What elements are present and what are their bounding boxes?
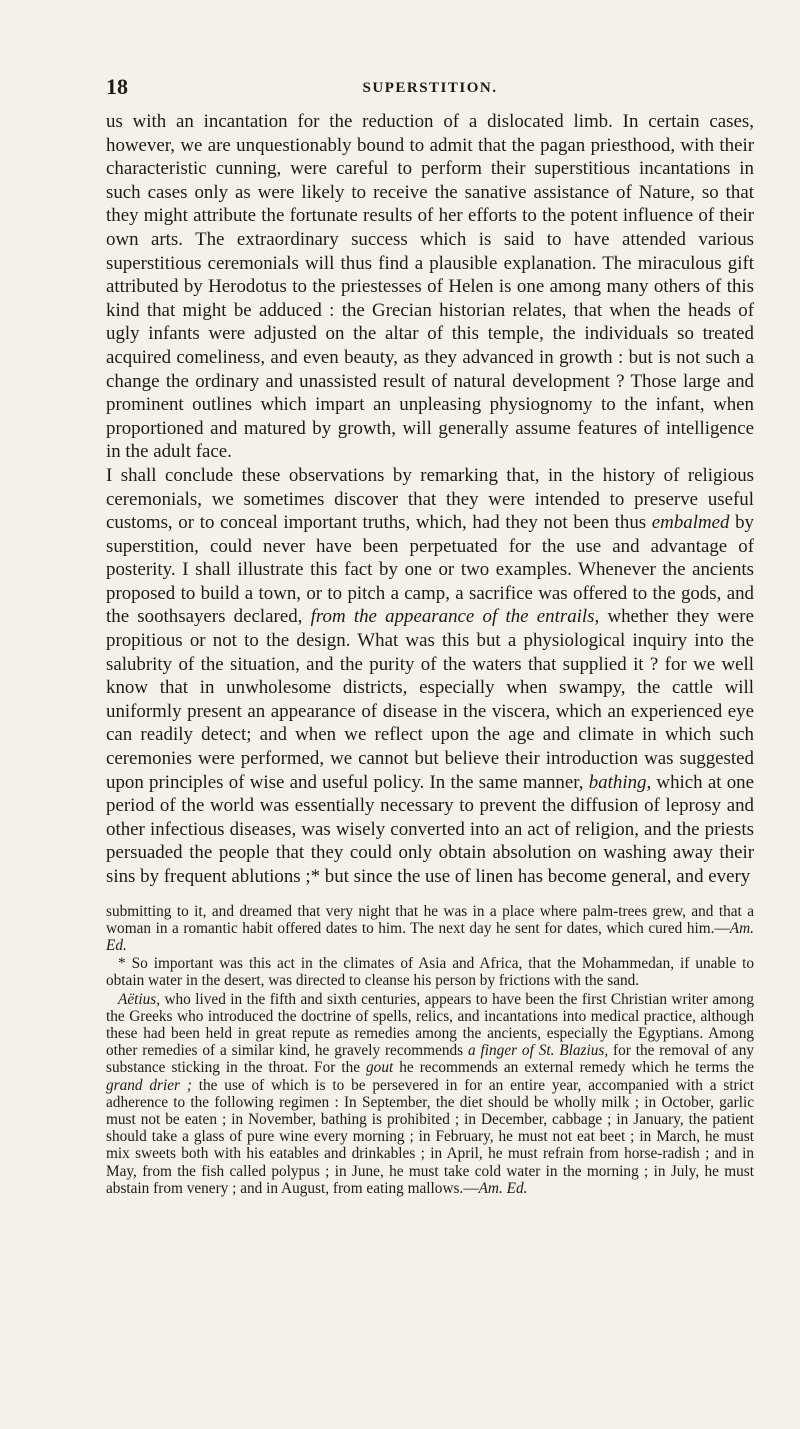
italic-aetius: Aëtius, <box>118 990 161 1008</box>
italic-bathing: bathing, <box>588 771 652 793</box>
paragraph-religious-ceremonials <box>106 464 754 889</box>
running-head: SUPERSTITION. <box>362 80 498 96</box>
italic-finger: a finger of St. Blazius, <box>468 1042 609 1060</box>
paragraph-incantations: us with an incantation for the reduction of a dislocated limb. In certain cases, however, we are unquestionably bound to admit that the pagan priesthood, with their characteristic cunning, were careful to perform their superstitious incantations in such cases only as were likely to receive the sanative assistance of Nature, so that they might attribute the fortunate results of her efforts to the potent influence of their own arts. The extraordinary success which is said to have attended various superstitious ceremonials will thus find a plausible explanation. The miraculous gift attributed by Herodotus to the priestesses of Helen is one among many others of this kind that might be adduced : the Grecian historian relates, that when the heads of ugly infants were adjusted on the altar of this temple, the individuals so treated acquired comeliness, and even beauty, as they advanced in growth : but is not such a change the ordinary and unassisted result of natural development ? Those large and prominent outlines which impart an unpleasing physiognomy to the infant, when proportioned and matured by growth, will generally assume features of intelligence in the adult face. <box>106 111 754 463</box>
footnote-ablutions: * So important was this act in the climates of Asia and Africa, that the Mohammedan, if unable to obtain water in the desert, was directed to cleanse his person by frictions with the sand. <box>106 955 754 990</box>
footnote-continued <box>106 903 754 955</box>
footnote-text: he recommends an external remedy which he terms the <box>393 1059 754 1077</box>
footnote-aetius <box>106 991 754 1197</box>
footnote-text: submitting to it, and dreamed that very night that he was in a place where palm-trees grew, and that a woman in a romantic habit offered dates to him. The next day he sent for dates, which cured him.— <box>106 902 754 937</box>
paragraph-text: by superstition, could never have been perpetuated for the use and advantage of posterity. I shall illustrate this fact by one or two examples. Whenever the ancients proposed to build a town, or to pitch a camp, a sacrifice was offered to the gods, and the soothsayers declared, <box>106 512 754 628</box>
footnote-text: who lived in the fifth and sixth centuries, appears to have been the first Christian writer among the Greeks who introduced the doctrine of spells, relics, and incantations into medical practice, although these had been held in great repute as remedies among the ancients, especially the Egyptians. Among other remedies of a similar kind, he gravely recommends <box>106 990 754 1060</box>
editor-mark: Am. Ed. <box>478 1179 528 1197</box>
footnotes <box>106 903 754 1197</box>
page-header <box>106 74 754 104</box>
editor-mark: Am. Ed. <box>106 919 754 954</box>
footnote-text: the use of which is to be persevered in for an entire year, accompanied with a strict adherence to the following regimen : In September, the diet should be wholly milk ; in October, garlic must not be eaten ; in November, bathing is prohibited ; in December, cabbage ; in January, the patient should take a glass of pure wine every morning ; in February, he must not eat beet ; in March, he must mix sweets both with his eatables and drinkables ; in April, he must refrain from horse-radish ; and in May, from the fish called polypus ; in June, he must take cold water in the morning ; in July, he must abstain from venery ; and in August, from eating mallows.— <box>106 1076 754 1197</box>
footnote-text: for the removal of any substance sticking in the throat. For the <box>106 1042 755 1077</box>
page-number: 18 <box>106 74 128 99</box>
paragraph-text: I shall conclude these observations by remarking that, in the history of religious ceremonials, we sometimes discover that they were intended to preserve useful customs, or to conceal important truths, which, had they not been thus <box>106 464 754 534</box>
paragraph-text: which at one period of the world was essentially necessary to prevent the diffusion of leprosy and other infectious diseases, was wisely converted into an act of religion, and the priests persuaded the people that they could only obtain absolution on washing away their sins by frequent ablutions ;* but since the use of linen has become general, and every <box>106 771 754 887</box>
italic-embalmed: embalmed <box>651 512 730 534</box>
paragraph-text: whether they were propitious or not to the design. What was this but a physiological inquiry into the salubrity of the situation, and the purity of the waters that supplied it ? for we well know that in unwholesome districts, especially when swampy, the cattle will uniformly present an appearance of disease in the viscera, which an experienced eye can readily detect; and when we reflect upon the age and climate in which such ceremonies were performed, we cannot but believe their introduction was suggested upon principles of wise and useful policy. In the same manner, <box>106 606 754 793</box>
italic-entrails: from the appearance of the entrails, <box>310 606 600 628</box>
body-text <box>106 110 754 889</box>
italic-gout: gout <box>366 1059 394 1077</box>
italic-grand-drier: grand drier ; <box>106 1076 192 1094</box>
